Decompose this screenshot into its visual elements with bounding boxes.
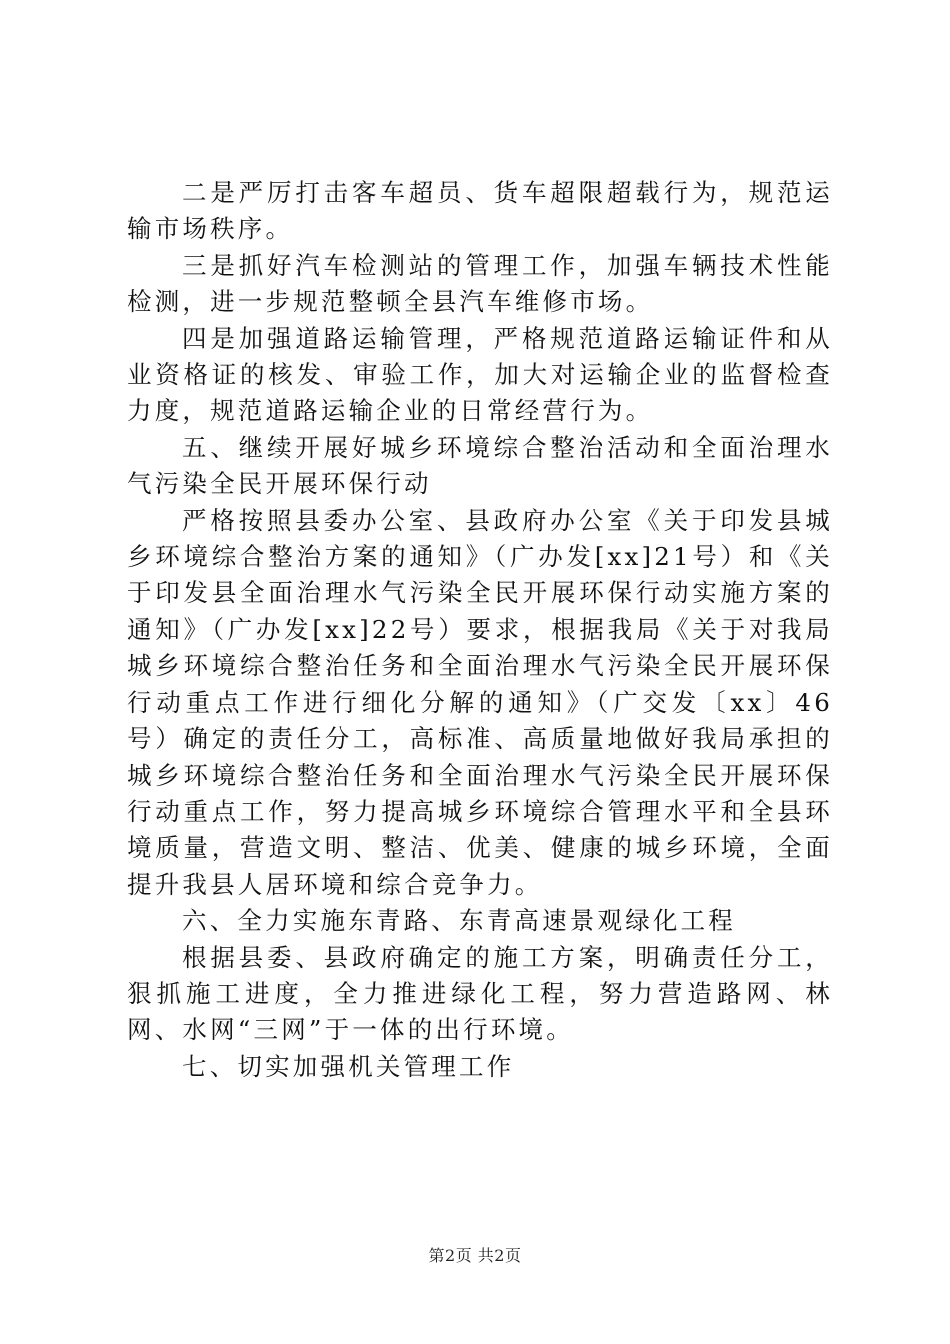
section-heading: 七、切实加强机关管理工作 (182, 1051, 515, 1081)
paragraph: 四是加强道路运输管理，严格规范道路运输证件和从业资格证的核发、审验工作，加大对运输企业的监督检查力度，规范道路运输企业的日常经营行为。 (127, 323, 833, 426)
page-number: 第2页 共2页 (428, 1246, 522, 1265)
section-heading: 六、全力实施东青路、东青高速景观绿化工程 (182, 906, 736, 936)
page-footer (0, 1243, 950, 1266)
paragraph: 严格按照县委办公室、县政府办公室《关于印发县城乡环境综合整治方案的通知》（广办发[xx]21号）和《关于印发县全面治理水气污染全民开展环保行动实施方案的通知》（广办发[xx]22号）要求，根据我局《关于对我局城乡环境综合整治任务和全面治理水气污染全民开展环保行动重点工作进行细化分解的通知》（广交发〔xx〕46号）确定的责任分工，高标准、高质量地做好我局承担的城乡环境综合整治任务和全面治理水气污染全民开展环保行动重点工作，努力提高城乡环境综合管理水平和全县环境质量，营造文明、整洁、优美、健康的城乡环境，全面提升我县人居环境和综合竞争力。 (127, 505, 833, 899)
document-body (127, 175, 833, 1085)
paragraph: 三是抓好汽车检测站的管理工作，加强车辆技术性能检测，进一步规范整顿全县汽车维修市场。 (127, 250, 833, 317)
paragraph: 根据县委、县政府确定的施工方案，明确责任分工，狠抓施工进度，全力推进绿化工程，努力营造路网、林网、水网“三网”于一体的出行环境。 (127, 942, 833, 1045)
section-heading: 五、继续开展好城乡环境综合整治活动和全面治理水气污染全民开展环保行动 (127, 432, 833, 499)
paragraph: 二是严厉打击客车超员、货车超限超载行为，规范运输市场秩序。 (127, 178, 833, 244)
